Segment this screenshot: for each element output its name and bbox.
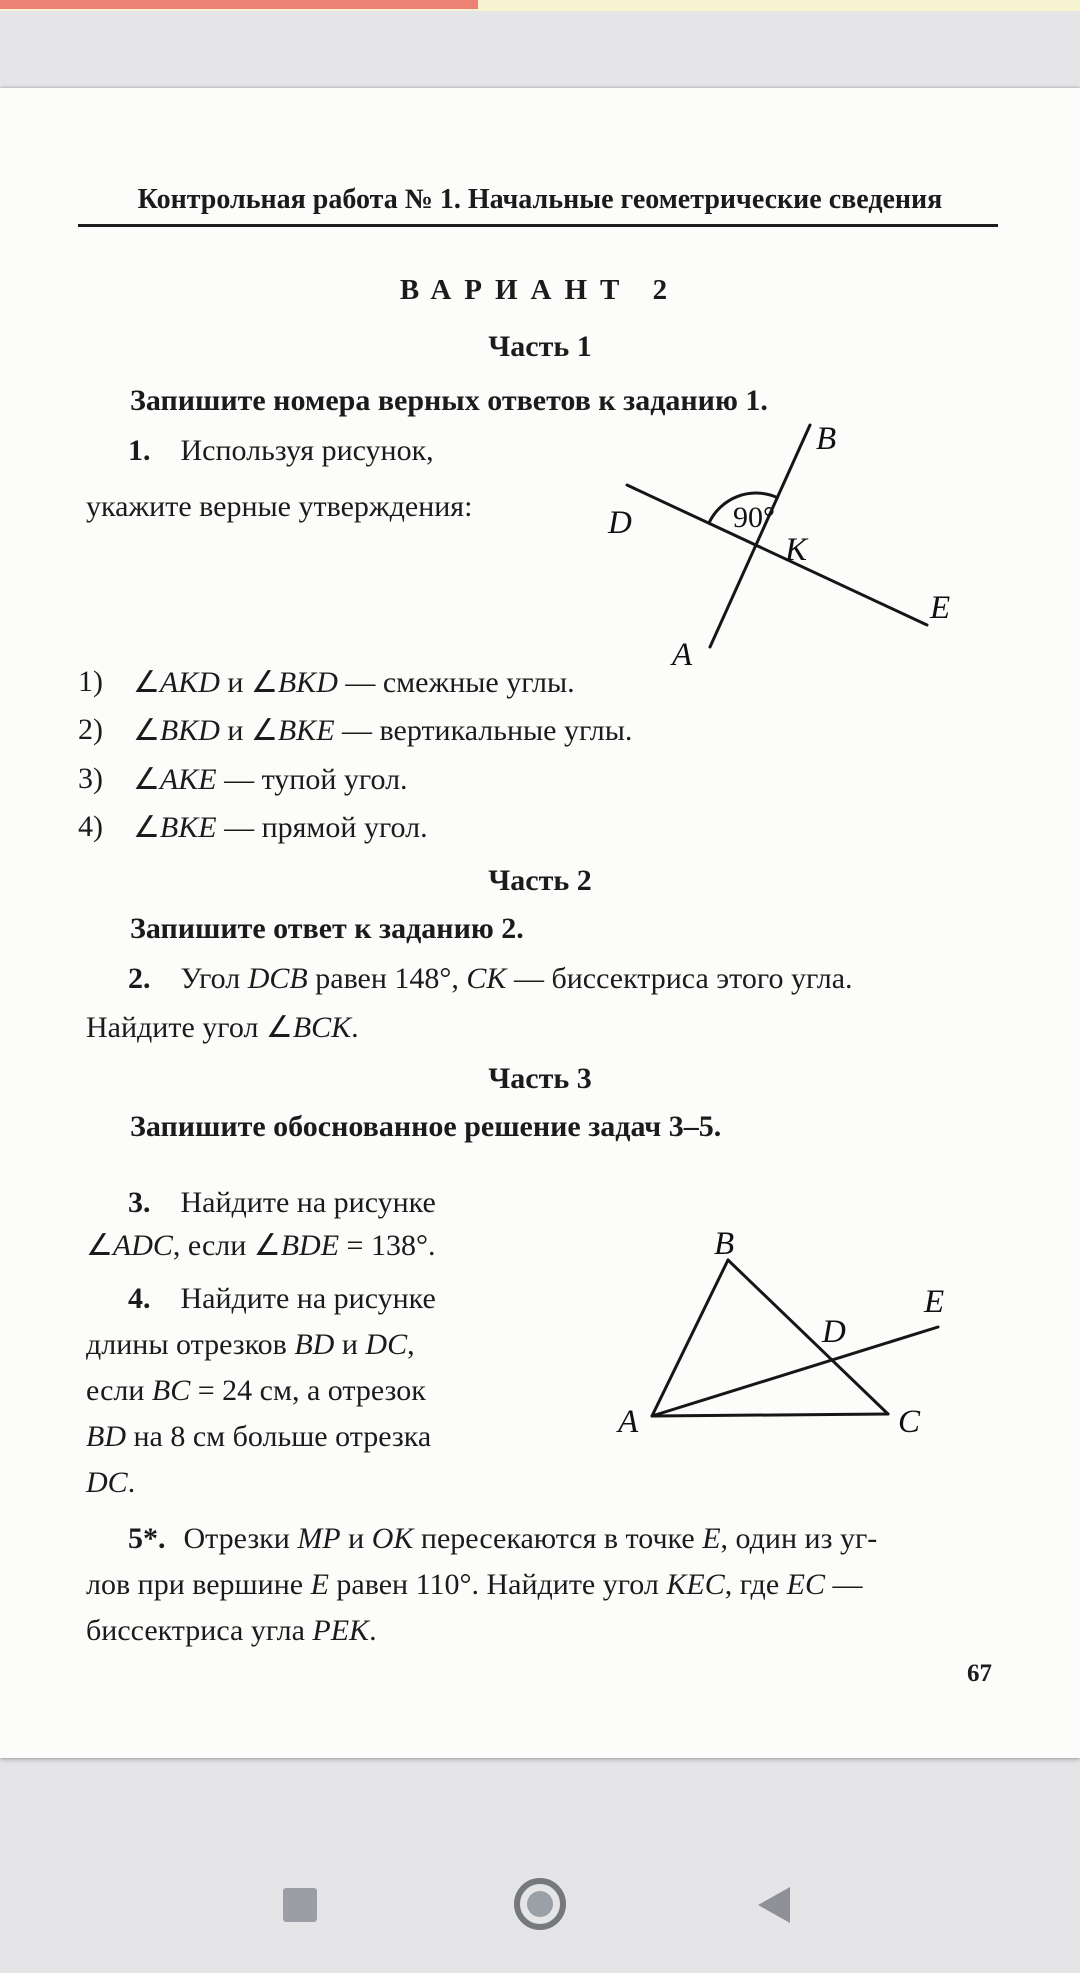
home-button circle-icon[interactable] (512, 1876, 568, 1932)
statement-number-2: 2) (78, 713, 103, 746)
statement-number-4: 4) (78, 810, 103, 843)
side-a-b (652, 1260, 728, 1416)
back-triangle (758, 1887, 790, 1923)
point-label-d: D (822, 1314, 846, 1350)
side-b-c (728, 1260, 888, 1414)
task-4-line-1 (128, 1282, 436, 1316)
statement-row-3 (78, 762, 408, 797)
point-label-k: K (785, 532, 808, 568)
triangle-figure (600, 1230, 1000, 1450)
task-3-text-1: Найдите на рисунке (180, 1186, 436, 1219)
part-1-instruction: Запишите номера верных ответов к заданию 1. (130, 384, 768, 417)
part-3-instruction: Запишите обоснованное решение задач 3–5. (130, 1110, 722, 1143)
task-3-line-1 (128, 1186, 436, 1220)
task-5-text-1: Отрезки MP и OK пересекаются в точке E, один из уг- (183, 1522, 878, 1555)
task-1-line-1 (128, 434, 434, 468)
ray-a-e (652, 1327, 938, 1416)
task-5-line-1 (128, 1522, 877, 1556)
task-1-text-1: Используя рисунок, (180, 434, 434, 467)
task-2-number: 2. (128, 962, 151, 995)
statement-text-2: ∠BKD и ∠BKE — вертикальные углы. (133, 714, 633, 747)
task-4-text-1: Найдите на рисунке (180, 1282, 436, 1315)
task-2-line-1 (128, 962, 853, 996)
point-label-a: A (672, 637, 693, 673)
statement-row-1 (78, 665, 575, 700)
point-label-d: D (608, 505, 632, 541)
line-d-e (627, 485, 927, 625)
task-4-number: 4. (128, 1282, 151, 1315)
angle-value-label: 90° (733, 501, 775, 534)
point-label-a: A (618, 1404, 639, 1440)
part-2-title: Часть 2 (488, 864, 592, 897)
statement-row-4 (78, 810, 428, 845)
task-4-line-3: если BC = 24 см, а отрезок (86, 1374, 426, 1407)
statement-number-1: 1) (78, 665, 103, 698)
task-5-number: 5*. (128, 1522, 166, 1555)
side-a-c (652, 1414, 888, 1416)
part-3-title: Часть 3 (488, 1062, 592, 1095)
back-button back-triangle-icon[interactable] (752, 1886, 792, 1924)
point-label-b: B (816, 421, 837, 457)
statement-number-3: 3) (78, 762, 103, 795)
status-strip-accent (0, 0, 478, 9)
page-number: 67 (967, 1660, 992, 1687)
task-4-line-2: длины отрезков BD и DC, (86, 1328, 415, 1361)
task-3-line-2: ∠ADC, если ∠BDE = 138°. (86, 1229, 436, 1262)
task-1-line-2: укажите верные утверждения: (86, 490, 473, 523)
part-2-instruction: Запишите ответ к заданию 2. (130, 912, 524, 945)
point-label-c: C (898, 1404, 921, 1440)
point-label-e: E (930, 590, 951, 626)
statement-text-3: ∠AKE — тупой угол. (133, 763, 408, 796)
task-3-number: 3. (128, 1186, 151, 1219)
statement-text-1: ∠AKD и ∠BKD — смежные углы. (133, 666, 575, 699)
statement-text-4: ∠BKE — прямой угол. (133, 811, 428, 844)
home-dot (527, 1891, 553, 1917)
task-2-text-1: Угол DCB равен 148°, CK — биссектриса этого угла. (180, 962, 853, 995)
statement-row-2 (78, 713, 632, 748)
point-label-b: B (714, 1230, 735, 1262)
document-page (0, 88, 1080, 1758)
part-1-title: Часть 1 (488, 330, 592, 363)
task-5-line-3: биссектриса угла PEK. (86, 1614, 377, 1647)
task-2-line-2: Найдите угол ∠BCK. (86, 1011, 359, 1044)
point-label-e: E (924, 1284, 945, 1320)
task-4-line-4: BD на 8 см больше отрезка (86, 1420, 432, 1453)
intersecting-lines-figure (600, 415, 1000, 675)
variant-title: ВАРИАНТ 2 (399, 274, 681, 306)
header-rule (78, 224, 998, 227)
page-header-title: Контрольная работа № 1. Начальные геометрические сведения (137, 184, 943, 215)
task-5-line-2: лов при вершине E равен 110°. Найдите угол KEC, где EC — (86, 1568, 863, 1601)
task-1-number: 1. (128, 434, 151, 467)
recents-button square-icon[interactable] (283, 1888, 317, 1922)
task-4-line-5: DC. (86, 1466, 136, 1499)
